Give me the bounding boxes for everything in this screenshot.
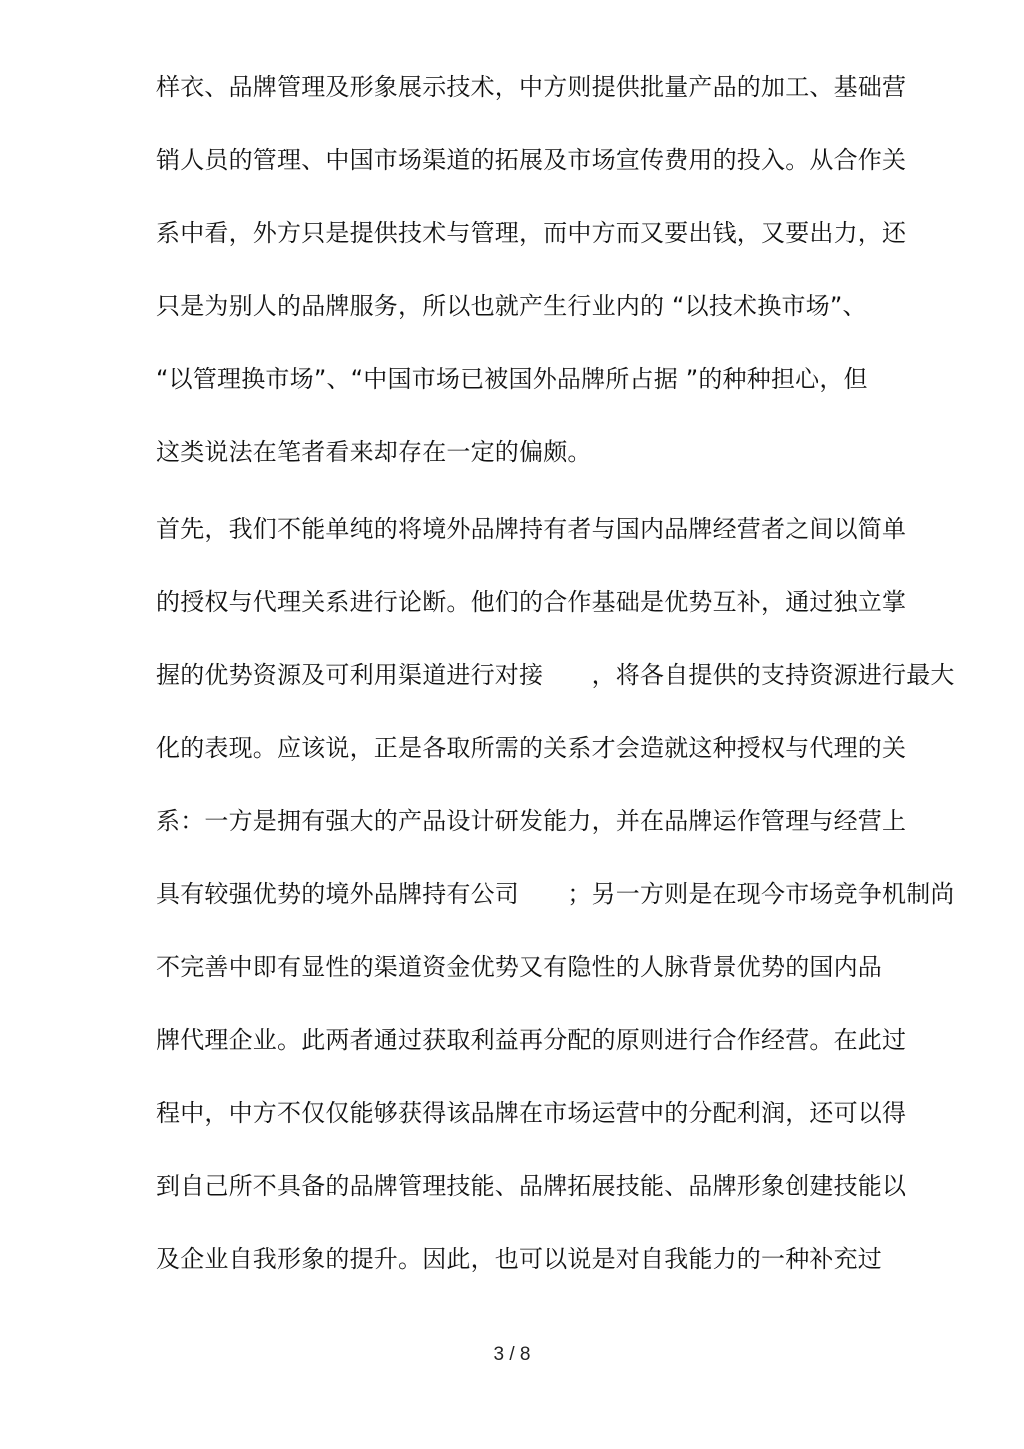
text-line: 首先，我们不能单纯的将境外品牌持有者与国内品牌经营者之间以简单 (156, 515, 907, 543)
text-line: 只是为别人的品牌服务，所以也就产生行业内的 “以技术换市场”、 (156, 292, 867, 320)
text-line: 及企业自我形象的提升。因此，也可以说是对自我能力的一种补充过 (156, 1245, 882, 1273)
text-line: 系：一方是拥有强大的产品设计研发能力，并在品牌运作管理与经营上 (156, 807, 907, 835)
text-line: 销人员的管理、中国市场渠道的拓展及市场宣传费用的投入。从合作关 (156, 146, 907, 174)
text-line: 系中看，外方只是提供技术与管理，而中方而又要出钱，又要出力，还 (156, 219, 907, 247)
text-line: 化的表现。应该说，正是各取所需的关系才会造就这种授权与代理的关 (156, 734, 907, 762)
text-line: 程中，中方不仅仅能够获得该品牌在市场运营中的分配利润，还可以得 (156, 1099, 907, 1127)
text-line: 到自己所不具备的品牌管理技能、品牌拓展技能、品牌形象创建技能以 (156, 1172, 907, 1200)
text-line: 的授权与代理关系进行论断。他们的合作基础是优势互补，通过独立掌 (156, 588, 907, 616)
text-line: 样衣、品牌管理及形象展示技术，中方则提供批量产品的加工、基础营 (156, 73, 907, 101)
text-line: “以管理换市场”、“中国市场已被国外品牌所占据 ”的种种担心，但 (156, 365, 868, 393)
text-line: 牌代理企业。此两者通过获取利益再分配的原则进行合作经营。在此过 (156, 1026, 907, 1054)
text-line: 不完善中即有显性的渠道资金优势又有隐性的人脉背景优势的国内品 (156, 953, 882, 981)
page-number: 3 / 8 (493, 1344, 531, 1365)
text-line: 具有较强优势的境外品牌持有公司 ；另一方则是在现今市场竞争机制尚 (156, 880, 955, 908)
text-line: 这类说法在笔者看来却存在一定的偏颇。 (156, 438, 592, 466)
text-line: 握的优势资源及可利用渠道进行对接 ，将各自提供的支持资源进行最大 (156, 661, 955, 689)
